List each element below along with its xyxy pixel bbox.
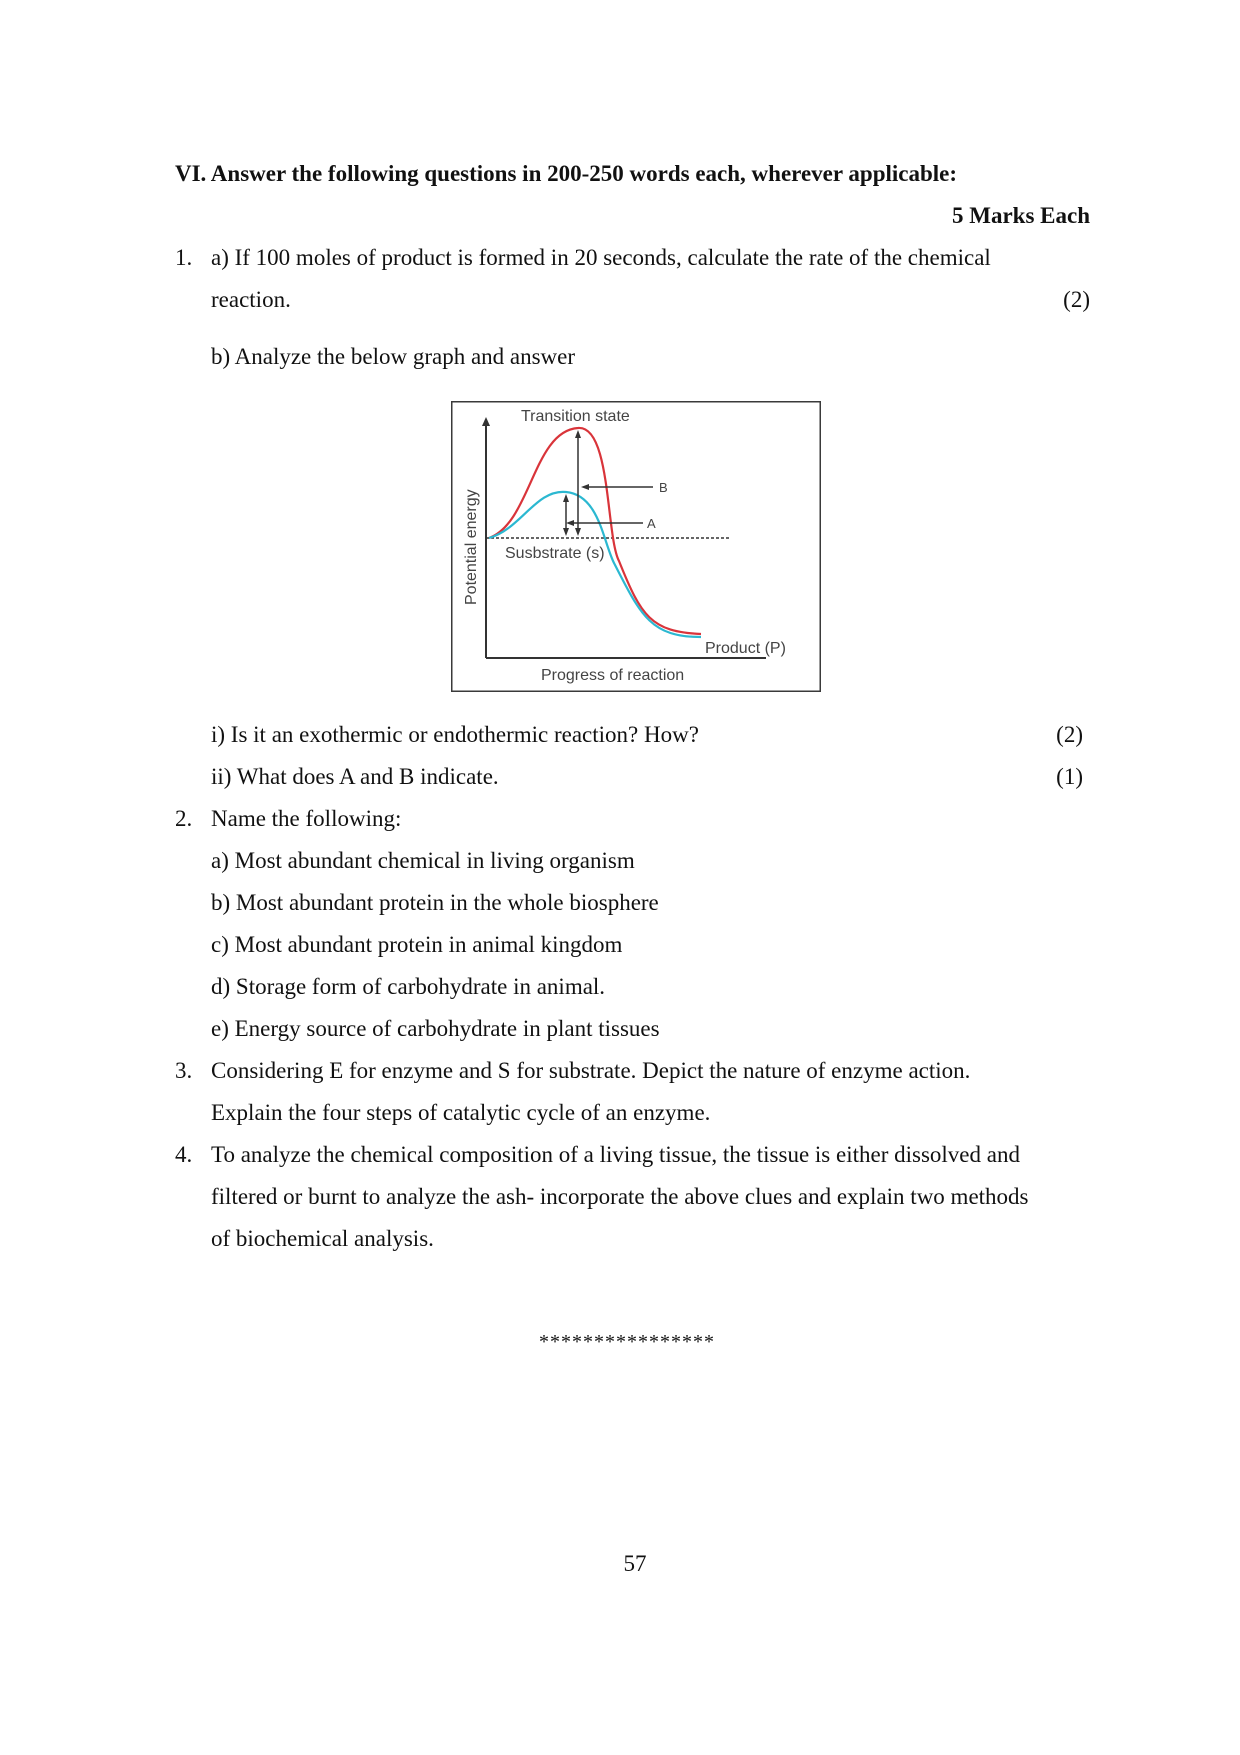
q2-item: d) Storage form of carbohydrate in animal. — [211, 974, 606, 999]
label-b: B — [659, 480, 668, 495]
y-axis-label: Potential energy — [463, 489, 480, 605]
q4-line3: of biochemical analysis. — [211, 1226, 434, 1251]
separator-stars: **************** — [539, 1331, 715, 1353]
q1-a-line2: reaction. — [211, 287, 291, 312]
q2-item: a) Most abundant chemical in living organism — [211, 848, 635, 873]
product-label: Product (P) — [705, 640, 786, 657]
label-a: A — [647, 516, 656, 531]
q2-number: 2. — [175, 806, 193, 831]
q3-number: 3. — [175, 1058, 193, 1083]
transition-state-label: Transition state — [521, 408, 630, 425]
page-number: 57 — [623, 1551, 647, 1576]
q1-sub-ii-marks: (1) — [1056, 764, 1083, 789]
q4-line2: filtered or burnt to analyze the ash- incorporate the above clues and explain two methods — [211, 1184, 1029, 1209]
energy-profile-figure — [451, 401, 821, 692]
q1-a-marks: (2) — [1063, 287, 1090, 312]
q1-sub-i-marks: (2) — [1056, 722, 1083, 747]
x-axis-label: Progress of reaction — [541, 667, 685, 684]
q4-number: 4. — [175, 1142, 193, 1167]
q1-b-text: b) Analyze the below graph and answer — [211, 344, 576, 369]
substrate-label: Susbstrate (s) — [505, 545, 605, 562]
q2-text: Name the following: — [211, 806, 402, 831]
q3-line2: Explain the four steps of catalytic cycle of an enzyme. — [211, 1100, 711, 1125]
q1-number: 1. — [175, 245, 193, 270]
q1-sub-ii: ii) What does A and B indicate. — [211, 764, 499, 789]
q2-item: b) Most abundant protein in the whole biosphere — [211, 890, 659, 915]
q1-sub-i: i) Is it an exothermic or endothermic reaction? How? — [211, 722, 699, 747]
q2-item: c) Most abundant protein in animal kingdom — [211, 932, 623, 957]
marks-each-label: 5 Marks Each — [952, 203, 1090, 228]
q4-line1: To analyze the chemical composition of a living tissue, the tissue is either dissolved and — [211, 1142, 1020, 1167]
q1-a-line1: a) If 100 moles of product is formed in 20 seconds, calculate the rate of the chemical — [211, 245, 991, 270]
q3-line1: Considering E for enzyme and S for substrate. Depict the nature of enzyme action. — [211, 1058, 971, 1083]
q2-item: e) Energy source of carbohydrate in plant tissues — [211, 1016, 660, 1041]
section-heading: VI. Answer the following questions in 200-250 words each, wherever applicable: — [175, 161, 958, 186]
